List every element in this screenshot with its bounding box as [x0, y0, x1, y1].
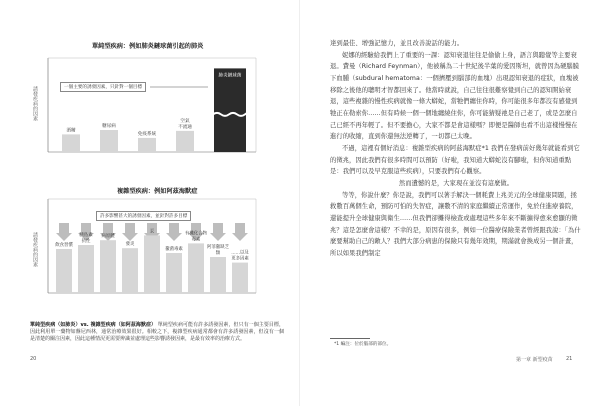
figure-bottom-bar — [100, 240, 116, 293]
figure-top-bar-label: 糖尿病 — [102, 124, 116, 129]
figure-caption — [30, 322, 284, 344]
figure-bottom-bar-label: 汞 — [149, 229, 155, 235]
figure-bottom-bar-label: 抗性 — [81, 239, 91, 244]
figure-top-bar-label: 肺炎鏈球菌 — [218, 73, 242, 79]
figure-bottom-ylabel: 誘發疾病的因素 — [32, 232, 38, 267]
figure-bottom-callout: 許多影響甚大的誘發因素，並針對許多目標 — [96, 211, 191, 221]
figure-bottom-bar-label: 發炎 — [125, 242, 135, 248]
figure-bottom-bar — [232, 263, 248, 293]
right-page-number: 21 — [566, 356, 573, 362]
body-text — [330, 38, 582, 259]
down-arrow-icon — [56, 223, 72, 241]
figure-top-bar-label: 空氣 — [180, 118, 190, 124]
down-arrow-icon — [232, 223, 248, 241]
figure-top-bar-label: 酒精 — [66, 128, 76, 134]
caption-title: 單純型疾病（如肺炎）vs. 複雜型疾病（如阿茲海默症） — [30, 322, 157, 328]
body-paragraph: 然而遺憾的是，大家現在並沒有這麼做。 — [398, 179, 514, 187]
figure-bottom-bar-label: 黴菌毒素 — [165, 247, 183, 252]
figure-bottom-bar-label: 胰島素 — [79, 233, 93, 238]
figure-top-bar-label: 不流通 — [178, 124, 192, 130]
figure-bottom-bar-label: 毒素 — [191, 237, 201, 243]
figure-top-callout: 一個主要的誘發因素，只針對一個目標 — [60, 82, 146, 92]
figure-bottom-bar — [210, 257, 226, 293]
figure-bottom-title: 複雜型疾病：例如阿茲海默症 — [117, 188, 198, 195]
footnote-rule — [330, 338, 370, 339]
figure-top-bar — [100, 130, 118, 152]
figure-bottom-bar — [188, 243, 204, 293]
figure-bottom-bar — [78, 245, 94, 293]
figure-top-title: 單純型疾病：例如肺炎鏈球菌引起的肺炎 — [92, 43, 204, 50]
figure-top-chart — [0, 50, 300, 180]
figure-bottom-bar-label: ……以及 — [231, 250, 249, 256]
figure-top-bar — [62, 134, 80, 152]
figure-bottom-bar — [122, 248, 138, 293]
figure-bottom-bar-label: 病原體 — [101, 234, 115, 240]
figure-top-bar-label: 免疫系統 — [137, 131, 157, 137]
figure-bottom-bar — [144, 235, 160, 293]
figure-bottom-bar-label: 類 — [215, 251, 221, 256]
figure-top-bar — [214, 68, 246, 152]
body-paragraph: 達到最佳、增強記憶力，並且改善說話的能力。 — [330, 40, 464, 47]
chapter-footer: 第一章 新型疫苗 — [516, 357, 553, 363]
figure-bottom-bar-label: 有機化合物 — [185, 231, 207, 237]
left-page-number: 20 — [30, 356, 37, 362]
figure-bottom-bar — [56, 249, 72, 293]
caption-body: 單純型疾病可能有許多誘發因素，但只有一個主要目標，因此利用單一藥物如盤尼西林，通常治療效果很好。相較之下，複雜型疾病通常都會有許多誘發因素，但沒有一個是清楚的關注因素，因此這種情況更需要辨識並處理這些影響誘發因素，是最有效率的治療方式。 — [30, 322, 284, 343]
footnote: *1 編注：位於腦部的部位。 — [334, 342, 392, 347]
down-arrow-icon — [122, 223, 138, 241]
figure-top-bar — [138, 138, 156, 152]
figure-top-bar — [176, 131, 194, 152]
figure-bottom-bar-label: 阿菲黴缺乏 — [207, 245, 229, 250]
figure-bottom-bar-label: 更多因素 — [231, 256, 249, 262]
body-paragraph: 不過，這裡有個好消息：複雜型疾病的阿茲海默症*1 我們在發病前好幾年就能看到它的徵兆，因此我們有很多時間可以預防（好啦，我知道大蟒蛇沒有腳啦，但你知道重點是：我們可以及早克服這些疾病），只要我們有心觀察。 — [330, 144, 580, 176]
body-paragraph: 等等，你說什麼？你是說，我們可以著手解決一個耗費上兆美元的全球健康問題，拯救數百萬個生命，預防可怕的失智症，讓數不清的家庭繼續正常運作，免於住進療養院，還能提升全球健康與衛生……但我們卻攤得檢查或處理這些多年來不斷擴得愈來愈顯的徵兆？這是怎麼會這樣？不幸的是，原因有很多，例如一位醫療保險業者曾經跟我說：「為什麼要幫助自己的敵人？我們大部分病患的保險只有幾年效期，期滿就會換成另一個計畫，所以如果我們制定 — [330, 191, 581, 257]
down-arrow-icon — [210, 223, 226, 241]
figure-bottom-bar — [166, 253, 182, 293]
figure-top-ylabel: 誘發疾病的因素 — [32, 86, 38, 121]
down-arrow-icon — [166, 223, 182, 241]
body-paragraph: 妮娜的經驗給我們上了重要的一課：認知衰退往往是偷偷上身，語言與聽覺等主要衰退。費曼（Richard Feynman），他被稱為二十世紀後半葉的愛因斯坦，就曾因為硬腦膜下血腫（subdural hematoma：一個擠壓到腦部的血塊）出現認知衰退的症狀，血塊被移除之後他的聰明才智都回來了。他當時就說，自己往往很難察覺到自己的認知開始衰退，這些複雜的慢性疾病就像一條大蟒蛇，當牠們纏住你時，你可能很多年都沒有感覺到牠正在勒索你……但有時候一個一個地纏繞住你，你可能猜疑祂是自己老了，或是怎麼自己已經不再年輕了。但不要擔心，大家不都是會這樣嗎？即便是醫師也看不出這樣慢慢在進行的收縮，直到你還無法逆轉了，一切都已太晚。 — [330, 51, 580, 141]
figure-bottom-bar-label: 飲食習慣 — [55, 243, 73, 248]
